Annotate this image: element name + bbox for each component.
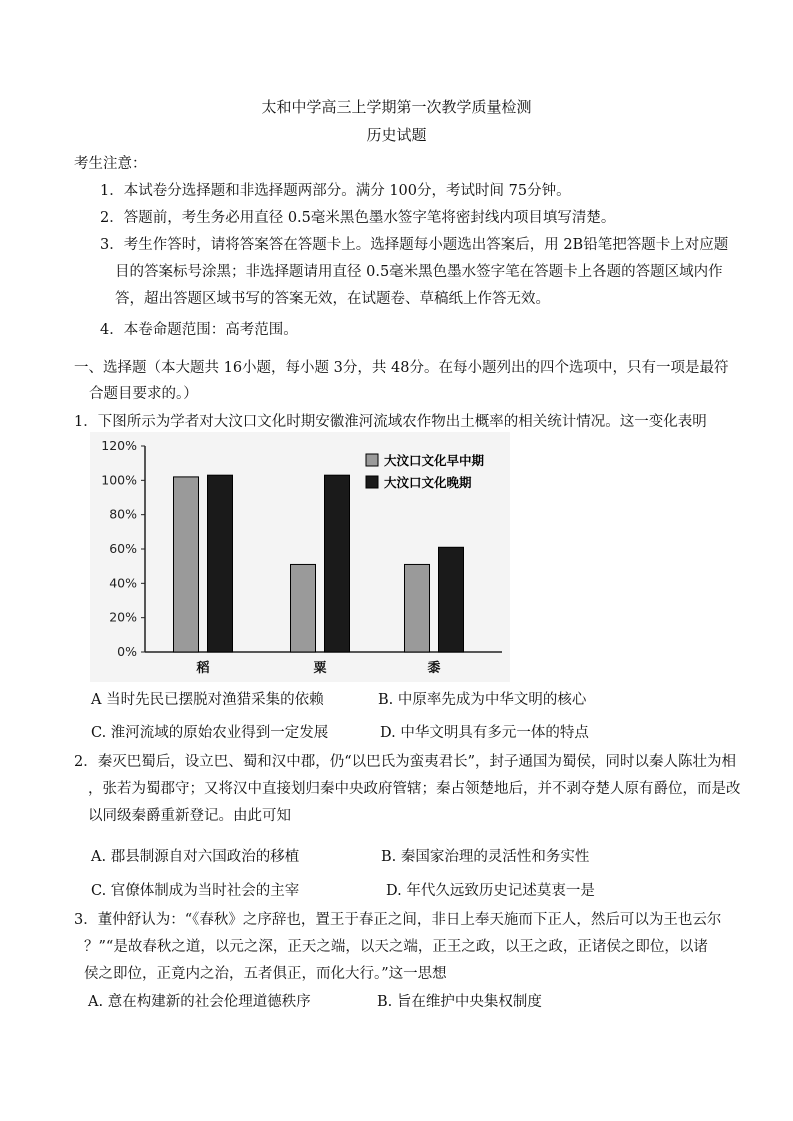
q2-stem-line-3: 以同级秦爵重新登记。由此可知: [88, 808, 291, 824]
bar-late-2: [439, 547, 464, 652]
notice-item-3-cont-2: 答，超出答题区域书写的答案无效，在试题卷、草稿纸上作答无效。: [115, 291, 550, 307]
bar-early-middle-2: [405, 564, 430, 652]
y-tick-label: 0%: [117, 644, 137, 659]
legend-label-late: 大汶口文化晚期: [384, 475, 472, 490]
y-tick-label: 100%: [101, 472, 137, 488]
q2-option-b[interactable]: B. 秦国家治理的灵活性和务实性: [381, 849, 590, 865]
section-heading-cont: 合题目要求的。）: [89, 386, 198, 402]
x-category-label: 黍: [427, 661, 441, 676]
q1-stem: 1．下图所示为学者对大汶口文化时期安徽淮河流域农作物出土概率的相关统计情况。这一变化表明: [74, 414, 707, 430]
bar-early-middle-0: [174, 477, 199, 652]
q1-option-b[interactable]: B. 中原率先成为中华文明的核心: [378, 692, 587, 708]
exam-title: 太和中学高三上学期第一次教学质量检测: [261, 98, 532, 116]
notice-item-2: 2．答题前，考生务必用直径 0.5毫米黑色墨水签字笔将密封线内项目填写清楚。: [100, 210, 616, 226]
section-heading: 一、选择题（本大题共 16小题，每小题 3分，共 48分。在每小题列出的四个选项中，只有一项是最符: [74, 360, 729, 376]
x-category-label: 稻: [196, 661, 210, 676]
bar-late-0: [208, 475, 233, 652]
bar-late-1: [325, 475, 350, 652]
legend-swatch-late: [366, 476, 378, 488]
q2-option-d[interactable]: D. 年代久远致历史记述莫衷一是: [386, 883, 595, 899]
notice-item-4: 4．本卷命题范围：高考范围。: [100, 322, 298, 338]
notice-heading: 考生注意：: [74, 156, 147, 172]
x-category-label: 粟: [313, 661, 327, 676]
q3-stem-line-2: ？”“是故春秋之道，以元之深，正天之端，以天之端，正王之政，以王之政，正诸侯之即位，以诸: [84, 939, 708, 955]
q3-option-a[interactable]: A. 意在构建新的社会伦理道德秩序: [88, 994, 311, 1010]
notice-item-3-cont-1: 目的答案标号涂黑；非选择题请用直径 0.5毫米黑色墨水签字笔在答题卡上各题的答题区域内作: [115, 264, 723, 280]
q1-option-c[interactable]: C. 淮河流域的原始农业得到一定发展: [91, 725, 329, 741]
q2-stem-line-2: ，张若为蜀郡守；又将汉中直接划归秦中央政府管辖；秦占领楚地后，并不剥夺楚人原有爵位，而是改: [88, 781, 741, 797]
q3-stem-line-3: 侯之即位，正竟内之治，五者俱正，而化大行。”这一思想: [84, 966, 447, 982]
q2-option-c[interactable]: C. 官僚体制成为当时社会的主宰: [91, 883, 300, 899]
q1-option-d[interactable]: D. 中华文明具有多元一体的特点: [380, 725, 589, 741]
q3-option-b[interactable]: B. 旨在维护中央集权制度: [377, 994, 542, 1010]
q2-stem-line-1: 2．秦灭巴蜀后，设立巴、蜀和汉中郡，仍“以巴氏为蛮夷君长”，封子通国为蜀侯，同时以秦人陈壮为相: [74, 754, 737, 770]
q1-option-a[interactable]: A 当时先民已摆脱对渔猎采集的依赖: [91, 692, 324, 708]
bar-early-middle-1: [291, 564, 316, 652]
notice-item-3: 3．考生作答时，请将答案答在答题卡上。选择题每小题选出答案后，用 2B铅笔把答题卡上对应题: [100, 237, 729, 253]
q2-option-a[interactable]: A. 郡县制源自对六国政治的移植: [91, 849, 300, 865]
legend-swatch-early-middle: [366, 454, 378, 466]
q3-stem-line-1: 3．董仲舒认为：“《春秋》之序辞也，置王于春正之间，非日上奉天施而下正人，然后可以为王也云尔: [74, 912, 722, 928]
crop-probability-chart: [90, 432, 510, 682]
y-tick-label: 60%: [109, 541, 137, 556]
y-tick-label: 80%: [109, 506, 137, 522]
legend-label-early-middle: 大汶口文化早中期: [384, 453, 485, 468]
exam-subtitle: 历史试题: [366, 126, 427, 144]
y-tick-label: 120%: [101, 438, 137, 453]
y-tick-label: 20%: [109, 609, 137, 625]
y-tick-label: 40%: [109, 575, 137, 591]
notice-item-1: 1．本试卷分选择题和非选择题两部分。满分 100分，考试时间 75分钟。: [100, 183, 571, 199]
